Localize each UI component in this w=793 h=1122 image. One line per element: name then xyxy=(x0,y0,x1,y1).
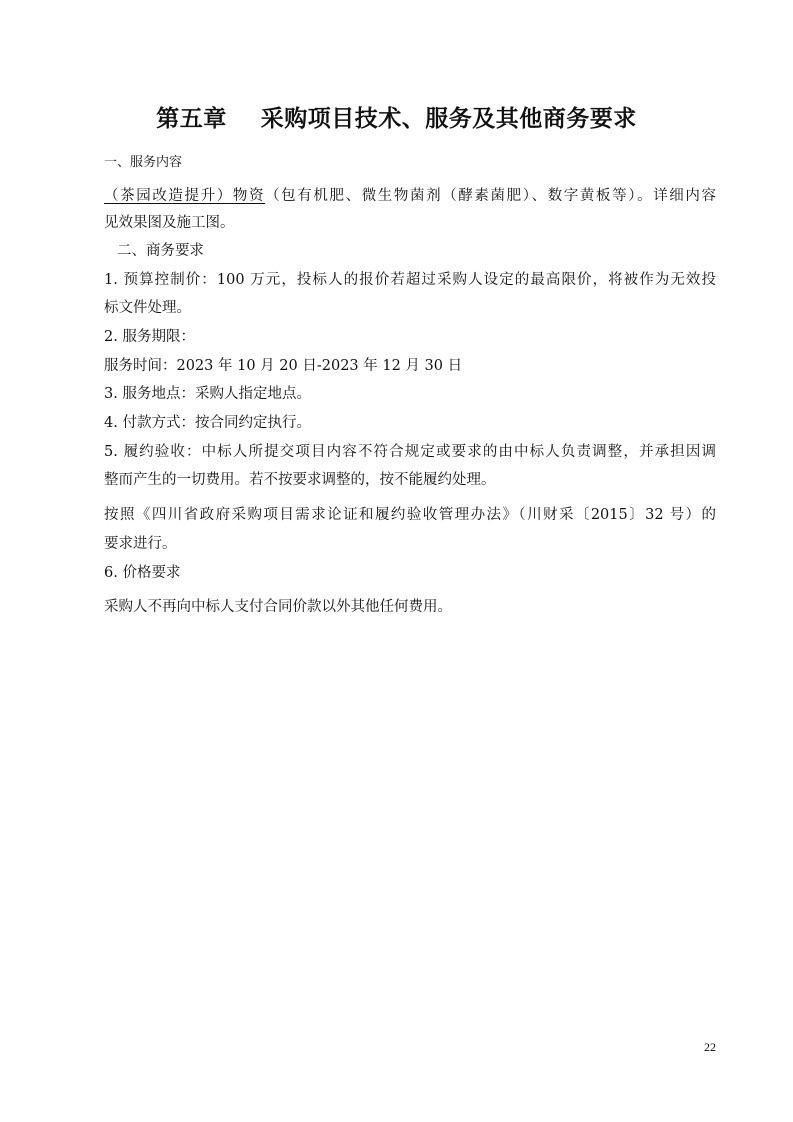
payment-method: 4. 付款方式：按合同约定执行。 xyxy=(104,415,311,431)
service-location: 3. 服务地点：采购人指定地点。 xyxy=(104,386,311,402)
budget-line-2: 标文件处理。 xyxy=(104,300,191,316)
section-heading-service-content: 一、服务内容 xyxy=(104,155,183,170)
price-requirement-heading: 6. 价格要求 xyxy=(104,565,181,581)
regulation-line-2: 要求进行。 xyxy=(104,536,177,552)
regulation-line-1: 按照《四川省政府采购项目需求论证和履约验收管理办法》（川财采〔2015〕32 号）的 xyxy=(104,507,716,523)
budget-line-1: 1. 预算控制价：100 万元，投标人的报价若超过采购人设定的最高限价，将被作为无效投 xyxy=(104,272,716,288)
service-period-heading: 2. 服务期限： xyxy=(104,329,195,345)
price-requirement-text: 采购人不再向中标人支付合同价款以外其他任何费用。 xyxy=(104,599,452,615)
section-heading-business-requirements: 二、商务要求 xyxy=(117,243,204,259)
service-content-line-2: 见效果图及施工图。 xyxy=(104,215,235,231)
service-content-line-1 xyxy=(104,186,716,206)
service-content-project-name: （茶园改造提升）物资 xyxy=(104,188,266,204)
acceptance-line-1: 5. 履约验收：中标人所提交项目内容不符合规定或要求的由中标人负责调整，并承担因调 xyxy=(104,444,716,460)
service-content-items: （包有机肥、微生物菌剂（酵素菌肥）、数字黄板等）。详细内容 xyxy=(265,188,717,204)
service-time: 服务时间：2023 年 10 月 20 日-2023 年 12 月 30 日 xyxy=(104,358,463,374)
page-title: 第五章 采购项目技术、服务及其他商务要求 xyxy=(156,106,637,132)
page-number: 22 xyxy=(704,1040,716,1054)
acceptance-line-2: 整而产生的一切费用。若不按要求调整的，按不能履约处理。 xyxy=(104,472,496,488)
